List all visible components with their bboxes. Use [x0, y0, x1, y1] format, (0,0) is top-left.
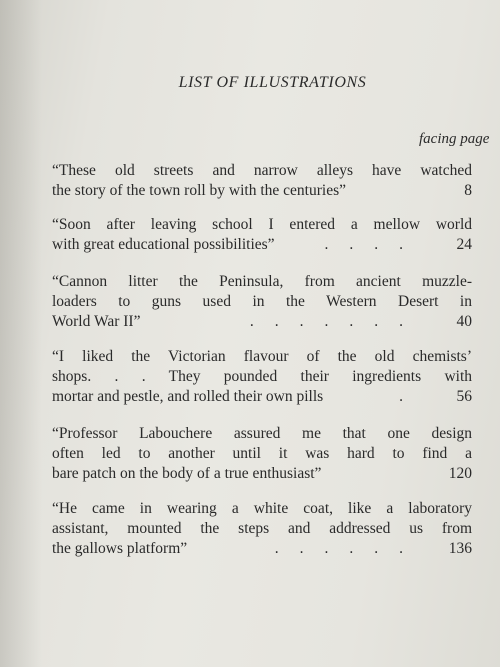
- page-number: 136: [448, 540, 472, 557]
- dot-leader: .......: [249, 313, 424, 330]
- entry-line: with great educational possibilities”: [52, 236, 275, 253]
- page-number: 120: [448, 465, 472, 482]
- page-number: 56: [456, 388, 472, 405]
- page-number: 24: [456, 236, 472, 253]
- entry-line: “These old streets and narrow alleys have watched: [52, 162, 472, 179]
- dot-leader: ......: [274, 540, 424, 557]
- entry-line: assistant, mounted the steps and addressed us from: [52, 520, 472, 537]
- entry-line: “Professor Labouchere assured me that one design: [52, 425, 472, 442]
- entry-line: shops. . . They pounded their ingredients with: [52, 368, 472, 385]
- entry-line: “Soon after leaving school I entered a mellow world: [52, 216, 472, 233]
- entry-line: mortar and pestle, and rolled their own pills: [52, 388, 324, 405]
- entry-last-line: [52, 464, 472, 484]
- entry-last-line: [52, 235, 472, 255]
- illustration-entry-4: [52, 347, 472, 407]
- illustration-entry-6: [52, 499, 472, 559]
- illustration-entry-1: [52, 161, 472, 201]
- entry-line: often led to another until it was hard to find a: [52, 445, 472, 462]
- entry-line: bare patch on the body of a true enthusiast”: [52, 465, 322, 482]
- entry-last-line: [52, 539, 472, 559]
- entry-line: loaders to guns used in the Western Desert in: [52, 293, 472, 310]
- entry-line: World War II”: [52, 313, 141, 330]
- illustration-entry-2: [52, 215, 472, 255]
- illustration-entry-5: [52, 424, 472, 484]
- entry-line: the story of the town roll by with the centuries”: [52, 182, 347, 199]
- entry-last-line: [52, 312, 472, 332]
- entry-last-line: [52, 387, 472, 407]
- page-number: 40: [456, 313, 472, 330]
- entry-line: “Cannon litter the Peninsula, from ancient muzzle-: [52, 273, 472, 290]
- entry-line: “I liked the Victorian flavour of the old chemists’: [52, 348, 472, 365]
- facing-page-header: facing page: [419, 131, 490, 147]
- entry-line: the gallows platform”: [52, 540, 188, 557]
- dot-leader: ....: [324, 236, 424, 253]
- page-gutter-shadow: [0, 0, 42, 667]
- entry-line: “He came in wearing a white coat, like a laboratory: [52, 500, 472, 517]
- dot-leader: .: [399, 388, 424, 405]
- page-number: 8: [464, 182, 472, 199]
- page-title: LIST OF ILLUSTRATIONS: [178, 74, 367, 91]
- illustration-entry-3: [52, 272, 472, 332]
- entry-last-line: [52, 181, 472, 201]
